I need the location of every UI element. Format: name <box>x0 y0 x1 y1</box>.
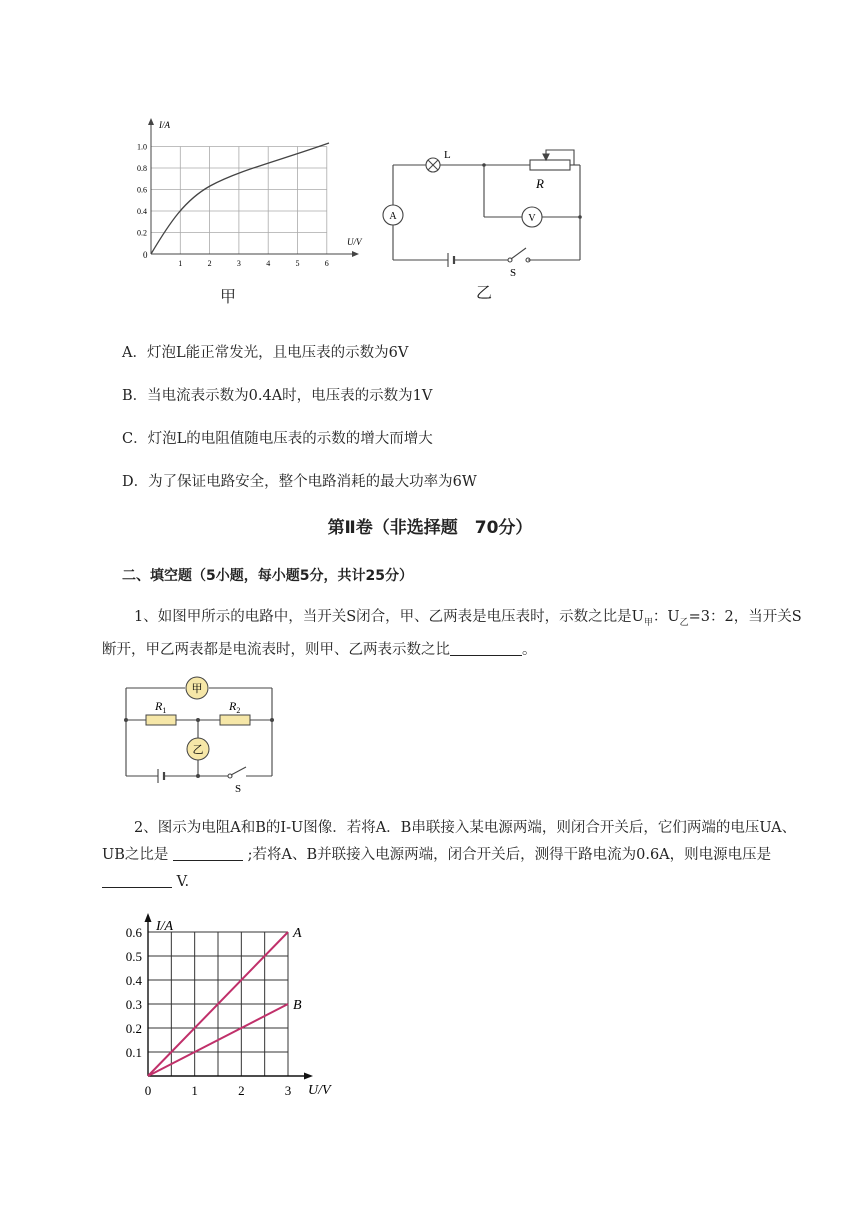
switch-label: S <box>510 267 517 276</box>
jia-y-tick: 0.8 <box>137 164 147 173</box>
q2-text-a: 2、图示为电阻A和B的I-U图像．若将A．B串联接入某电源两端，则闭合开关后，它们两端的电压UA、UB之比是 <box>102 820 797 863</box>
iu-series-a-label: A <box>293 926 302 941</box>
option-c: C．灯泡L的电阻值随电压表的示数的增大而增大 <box>122 431 433 447</box>
q1-sub-jia: 甲 <box>643 617 653 628</box>
figure-yi-circuit <box>376 140 590 276</box>
question-1-circuit <box>118 672 282 796</box>
jia-ylabel: I/A <box>159 120 170 130</box>
option-b: B．当电流表示数为0.4A时，电压表的示数为1V <box>122 388 433 404</box>
jia-y-tick: 0.2 <box>137 228 147 238</box>
q1-text-b: ：U <box>652 609 680 625</box>
jia-x-tick: 1 <box>178 259 183 268</box>
meter-yi-label: 乙 <box>192 743 204 756</box>
jia-y-arrow <box>148 118 154 125</box>
option-d: D．为了保证电路安全，整个电路消耗的最大功率为6W <box>122 474 477 490</box>
jia-y-tick: 0.4 <box>137 207 147 216</box>
lamp-label: L <box>444 149 451 161</box>
rheostat-icon <box>530 160 570 170</box>
switch-label: S <box>235 783 242 795</box>
resistor-r1-icon <box>146 715 176 725</box>
option-a: A．灯泡L能正常发光，且电压表的示数为6V <box>122 345 409 361</box>
iu-y-tick: 0.4 <box>125 973 142 988</box>
junction-dot <box>578 215 582 219</box>
voltmeter-label: V <box>528 213 536 224</box>
q2-answer-blank-2[interactable] <box>102 873 172 888</box>
q1-text-a: 1、如图甲所示的电路中，当开关S闭合，甲、乙两表是电压表时，示数之比是U <box>134 609 644 625</box>
iu-y-tick: 0.2 <box>125 1021 142 1036</box>
r2-label: $R_2$ <box>229 699 241 715</box>
iu-xlabel: U/V <box>308 1083 331 1098</box>
jia-origin: 0 <box>143 250 148 260</box>
q2-text-b: ;若将A、B并联接入电源两端，闭合开关后，测得干路电流为0.6A，则电源电压是 <box>247 847 772 863</box>
figure-jia-caption: 甲 <box>220 287 237 306</box>
iu-y-tick: 0.1 <box>125 1045 142 1060</box>
jia-x-tick: 3 <box>236 259 241 268</box>
iu-y-tick: 0.3 <box>125 997 142 1012</box>
q1-answer-blank[interactable] <box>450 641 522 656</box>
q1-sub-yi: 乙 <box>679 617 689 628</box>
figure-yi-caption: 乙 <box>476 283 493 302</box>
junction-dot <box>196 718 200 722</box>
iu-x-tick: 0 <box>144 1083 152 1098</box>
junction-dot <box>270 718 274 722</box>
jia-curve <box>151 143 329 254</box>
iu-x-tick: 2 <box>238 1083 245 1098</box>
question-2 <box>102 815 802 896</box>
jia-x-tick: 2 <box>207 259 212 268</box>
q2-text-c: V. <box>176 874 190 890</box>
r1-label: $R_1$ <box>155 699 167 715</box>
jia-x-tick: 5 <box>295 259 300 268</box>
jia-x-tick: 4 <box>266 259 271 268</box>
jia-x-tick: 6 <box>324 259 329 268</box>
resistor-label: R <box>536 176 544 191</box>
jia-x-arrow <box>352 251 359 257</box>
q2-answer-blank-1[interactable] <box>173 846 243 861</box>
figure-jia-graph <box>125 112 365 272</box>
iu-series-b-label: B <box>293 998 302 1013</box>
jia-y-tick: 1.0 <box>137 142 147 152</box>
jia-y-tick: 0.6 <box>137 185 147 195</box>
iu-x-axis-arrow <box>304 1073 313 1080</box>
question-1 <box>102 604 802 664</box>
jia-grid <box>151 147 327 255</box>
q1-text-c: =3：2，当开关S断开，甲乙两表都是电流表时，则甲、乙两表示数之比 <box>102 609 802 658</box>
ammeter-label: A <box>389 211 397 222</box>
iu-y-tick: 0.6 <box>125 925 142 940</box>
iu-x-tick: 3 <box>284 1083 292 1098</box>
junction-dot <box>196 774 200 778</box>
jia-xlabel: U/V <box>347 237 362 247</box>
junction-dot <box>124 718 128 722</box>
iu-x-tick: 1 <box>191 1083 198 1098</box>
iu-ylabel: I/A <box>156 919 174 934</box>
q1-text-d: 。 <box>522 641 537 658</box>
resistor-r2-icon <box>220 715 250 725</box>
iu-y-tick: 0.5 <box>125 949 142 964</box>
subsection-title: 二、填空题（5小题，每小题5分，共计25分） <box>122 568 413 584</box>
junction-dot <box>482 163 486 167</box>
iu-chart <box>112 910 352 1100</box>
iu-y-axis-arrow <box>145 913 152 922</box>
section-title: 第Ⅱ卷（非选择题 70分） <box>327 518 533 538</box>
meter-jia-label: 甲 <box>191 682 203 695</box>
